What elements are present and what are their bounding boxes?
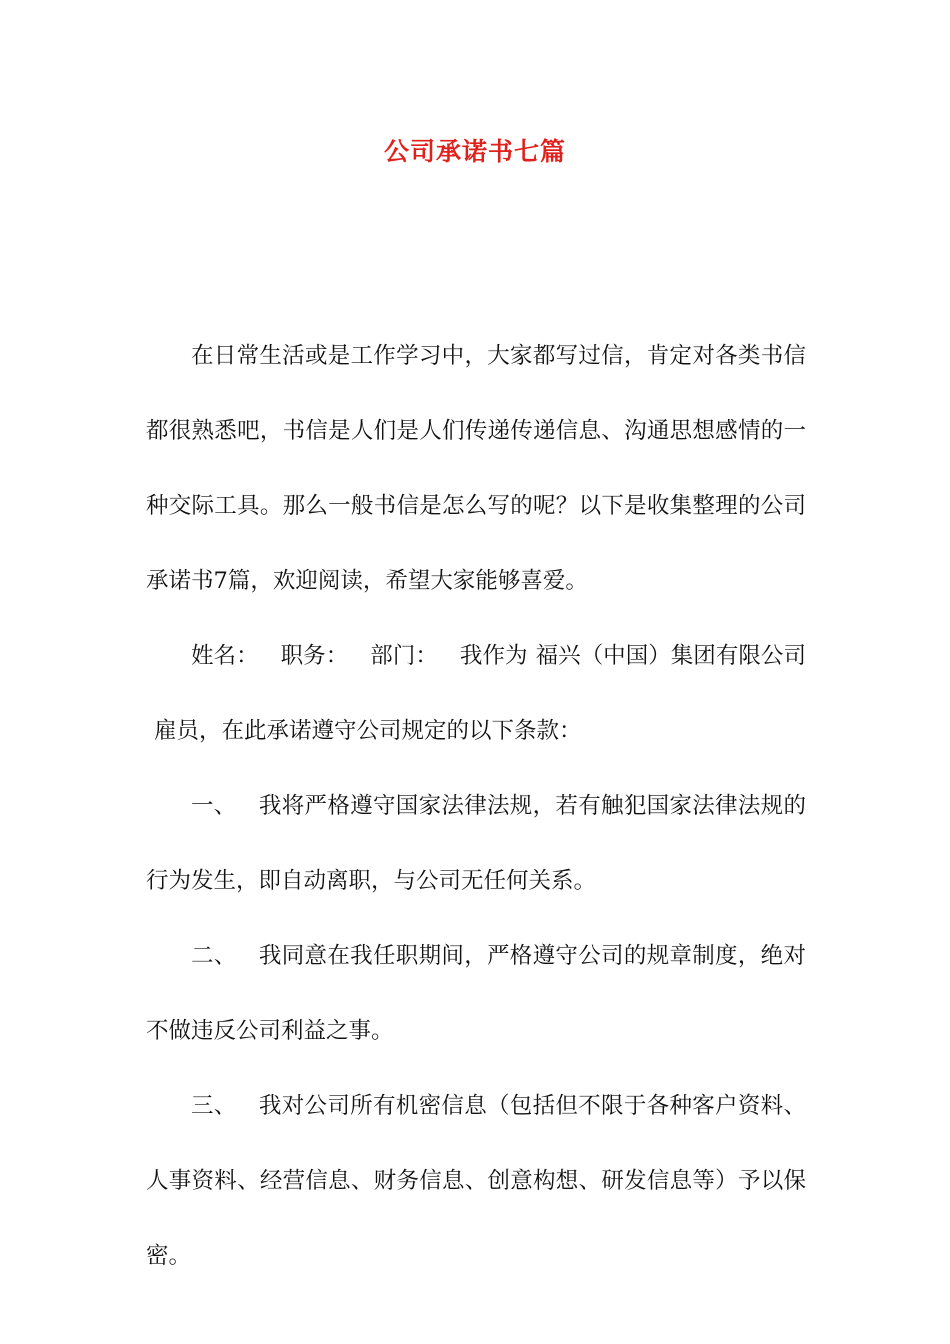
employee-statement-paragraph bbox=[146, 619, 806, 769]
statement-suffix: 雇员，在此承诺遵守公司规定的以下条款： bbox=[154, 718, 582, 744]
document-title: 公司承诺书七篇 bbox=[383, 137, 566, 166]
intro-paragraph: 在日常生活或是工作学习中，大家都写过信，肯定对各类书信都很熟悉吧，书信是人们是人们传递传递信息、沟通思想感情的一种交际工具。那么一般书信是怎么写的呢？以下是收集整理的公司承诺书7篇，欢迎阅读，希望大家能够喜爱。 bbox=[146, 343, 806, 594]
position-label: 职务： bbox=[280, 643, 349, 669]
clause-paragraph-2 bbox=[146, 919, 806, 1069]
clause-text: 我对公司所有机密信息（包括但不限于各种客户资料、人事资料、经营信息、财务信息、创意构想、研发信息等）予以保密。 bbox=[146, 1093, 806, 1269]
clause-number: 三、 bbox=[191, 1093, 237, 1119]
clause-paragraph-3 bbox=[146, 1069, 806, 1294]
clause-number: 一、 bbox=[191, 793, 237, 819]
clause-text: 我同意在我任职期间，严格遵守公司的规章制度，绝对不做违反公司利益之事。 bbox=[146, 943, 806, 1044]
clause-paragraph-1 bbox=[146, 769, 806, 919]
name-label: 姓名： bbox=[191, 643, 259, 669]
document-body bbox=[146, 319, 806, 1294]
department-label: 部门： bbox=[370, 643, 438, 669]
clause-text: 我将严格遵守国家法律法规，若有触犯国家法律法规的行为发生，即自动离职，与公司无任何关系。 bbox=[146, 793, 806, 894]
company-name: 福兴（中国）集团有限公司 bbox=[535, 643, 806, 669]
clause-number: 二、 bbox=[191, 943, 237, 969]
statement-prefix: 我作为 bbox=[459, 643, 528, 669]
